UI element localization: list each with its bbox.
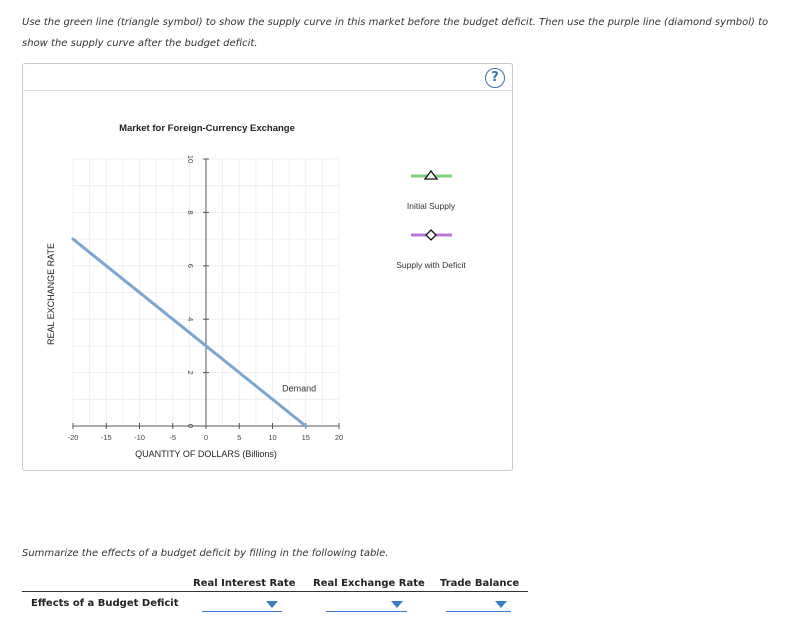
chevron-down-icon [391, 601, 403, 608]
y-tick-label: 8 [186, 210, 195, 215]
x-tick-label: 10 [268, 433, 277, 442]
chart-legend [396, 171, 466, 270]
x-tick-label: -20 [67, 433, 79, 442]
demand-label: Demand [282, 383, 317, 394]
x-tick-label: -5 [169, 433, 177, 442]
table-divider [22, 591, 528, 592]
col-header-real-exchange-rate: Real Exchange Rate [313, 578, 425, 589]
x-tick-label: 20 [334, 433, 344, 442]
x-tick-label: 15 [301, 433, 310, 442]
help-icon[interactable]: ? [485, 68, 505, 88]
y-axis-label: REAL EXCHANGE RATE [46, 242, 56, 346]
x-tick-label: -10 [134, 433, 145, 442]
y-tick-label: 10 [186, 154, 195, 164]
supply-with-deficit-tool[interactable] [396, 230, 466, 270]
y-tick-label: 0 [186, 423, 195, 429]
trade-balance-dropdown[interactable] [446, 600, 511, 612]
chart-title: Market for Foreign-Currency Exchange [119, 123, 295, 134]
instructions-text: Use the green line (triangle symbol) to show the supply curve in this market before the budget deficit. Then use the purple line (diamond symbol) to show the supply curve after the budget deficit. [22, 17, 769, 49]
initial-supply-tool[interactable] [407, 171, 456, 211]
y-tick-label: 4 [186, 317, 195, 322]
x-tick-label: 5 [237, 433, 242, 442]
col-header-real-interest-rate: Real Interest Rate [193, 578, 296, 589]
x-axis-label: QUANTITY OF DOLLARS (Billions) [135, 449, 277, 459]
y-tick-label: 6 [186, 263, 195, 268]
real-exchange-rate-dropdown[interactable] [326, 600, 407, 612]
summary-instructions: Summarize the effects of a budget deficit by filling in the following table. [22, 548, 389, 559]
diamond-icon [426, 230, 436, 240]
legend-label: Initial Supply [406, 201, 456, 211]
chevron-down-icon [495, 601, 507, 608]
y-tick-label: 2 [186, 370, 195, 375]
x-tick-label: -15 [100, 433, 112, 442]
real-interest-rate-dropdown[interactable] [202, 600, 282, 612]
x-tick-label: 0 [203, 433, 209, 442]
legend-label: Supply with Deficit [396, 260, 466, 270]
row-label-effects: Effects of a Budget Deficit [31, 598, 179, 609]
chevron-down-icon [266, 601, 278, 608]
col-header-trade-balance: Trade Balance [440, 578, 520, 589]
